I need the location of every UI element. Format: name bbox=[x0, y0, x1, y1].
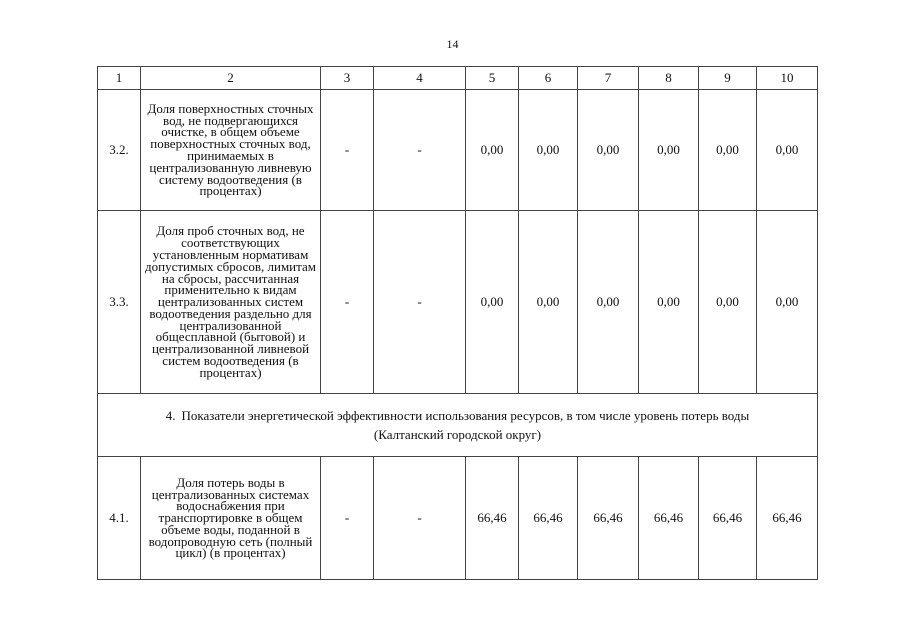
column-header: 8 bbox=[639, 67, 699, 90]
column-header: 10 bbox=[757, 67, 818, 90]
row-description: Доля поверхностных сточных вод, не подвергающихся очистке, в общем объеме поверхностных сточных вод, принимаемых в централизованную ливневую систему водоотведения (в процентах) bbox=[141, 90, 321, 211]
row-value: 0,00 bbox=[639, 211, 699, 394]
row-col3: - bbox=[321, 90, 374, 211]
row-col3: - bbox=[321, 457, 374, 580]
column-header: 1 bbox=[98, 67, 141, 90]
row-value: 0,00 bbox=[757, 211, 818, 394]
page-number: 14 bbox=[446, 37, 459, 51]
section-title-line1 bbox=[98, 406, 817, 425]
row-value: 0,00 bbox=[466, 211, 519, 394]
table-header-row bbox=[98, 67, 818, 90]
column-header: 2 bbox=[141, 67, 321, 90]
row-description: Доля потерь воды в централизованных системах водоснабжения при транспортировке в общем объеме воды, поданной в водопроводную сеть (полный цикл) (в процентах) bbox=[141, 457, 321, 580]
row-col4: - bbox=[374, 90, 466, 211]
row-number: 3.2. bbox=[98, 90, 141, 211]
row-description: Доля проб сточных вод, не соответствующих установленным нормативам допустимых сбросов, лимитам на сбросы, рассчитанная применительно к видам централизованных систем водоотведения раздельно для централизованной общесплавной (бытовой) и централизованной ливневой систем водоотведения (в процентах) bbox=[141, 211, 321, 394]
row-value: 0,00 bbox=[466, 90, 519, 211]
section-number: 4. bbox=[165, 408, 176, 423]
row-value: 66,46 bbox=[466, 457, 519, 580]
row-value: 0,00 bbox=[639, 90, 699, 211]
column-header: 4 bbox=[374, 67, 466, 90]
row-value: 0,00 bbox=[578, 90, 639, 211]
table-row bbox=[98, 211, 818, 394]
row-col4: - bbox=[374, 211, 466, 394]
row-value: 0,00 bbox=[699, 90, 757, 211]
row-value: 66,46 bbox=[578, 457, 639, 580]
section-header-row bbox=[98, 394, 818, 457]
section-subtitle: (Калтанский городской округ) bbox=[373, 427, 542, 442]
row-number: 3.3. bbox=[98, 211, 141, 394]
indicators-table bbox=[97, 66, 818, 580]
column-header: 5 bbox=[466, 67, 519, 90]
row-value: 0,00 bbox=[578, 211, 639, 394]
row-value: 0,00 bbox=[519, 211, 578, 394]
column-header: 7 bbox=[578, 67, 639, 90]
row-value: 66,46 bbox=[639, 457, 699, 580]
row-value: 0,00 bbox=[699, 211, 757, 394]
column-header: 3 bbox=[321, 67, 374, 90]
row-value: 66,46 bbox=[519, 457, 578, 580]
row-value: 0,00 bbox=[757, 90, 818, 211]
row-value: 0,00 bbox=[519, 90, 578, 211]
row-col3: - bbox=[321, 211, 374, 394]
section-title: Показатели энергетической эффективности использования ресурсов, в том числе уровень потерь воды bbox=[181, 408, 750, 423]
row-number: 4.1. bbox=[98, 457, 141, 580]
table-row bbox=[98, 457, 818, 580]
table-row bbox=[98, 90, 818, 211]
row-value: 66,46 bbox=[699, 457, 757, 580]
column-header: 9 bbox=[699, 67, 757, 90]
column-header: 6 bbox=[519, 67, 578, 90]
row-col4: - bbox=[374, 457, 466, 580]
section-title-cell bbox=[98, 394, 818, 457]
row-value: 66,46 bbox=[757, 457, 818, 580]
